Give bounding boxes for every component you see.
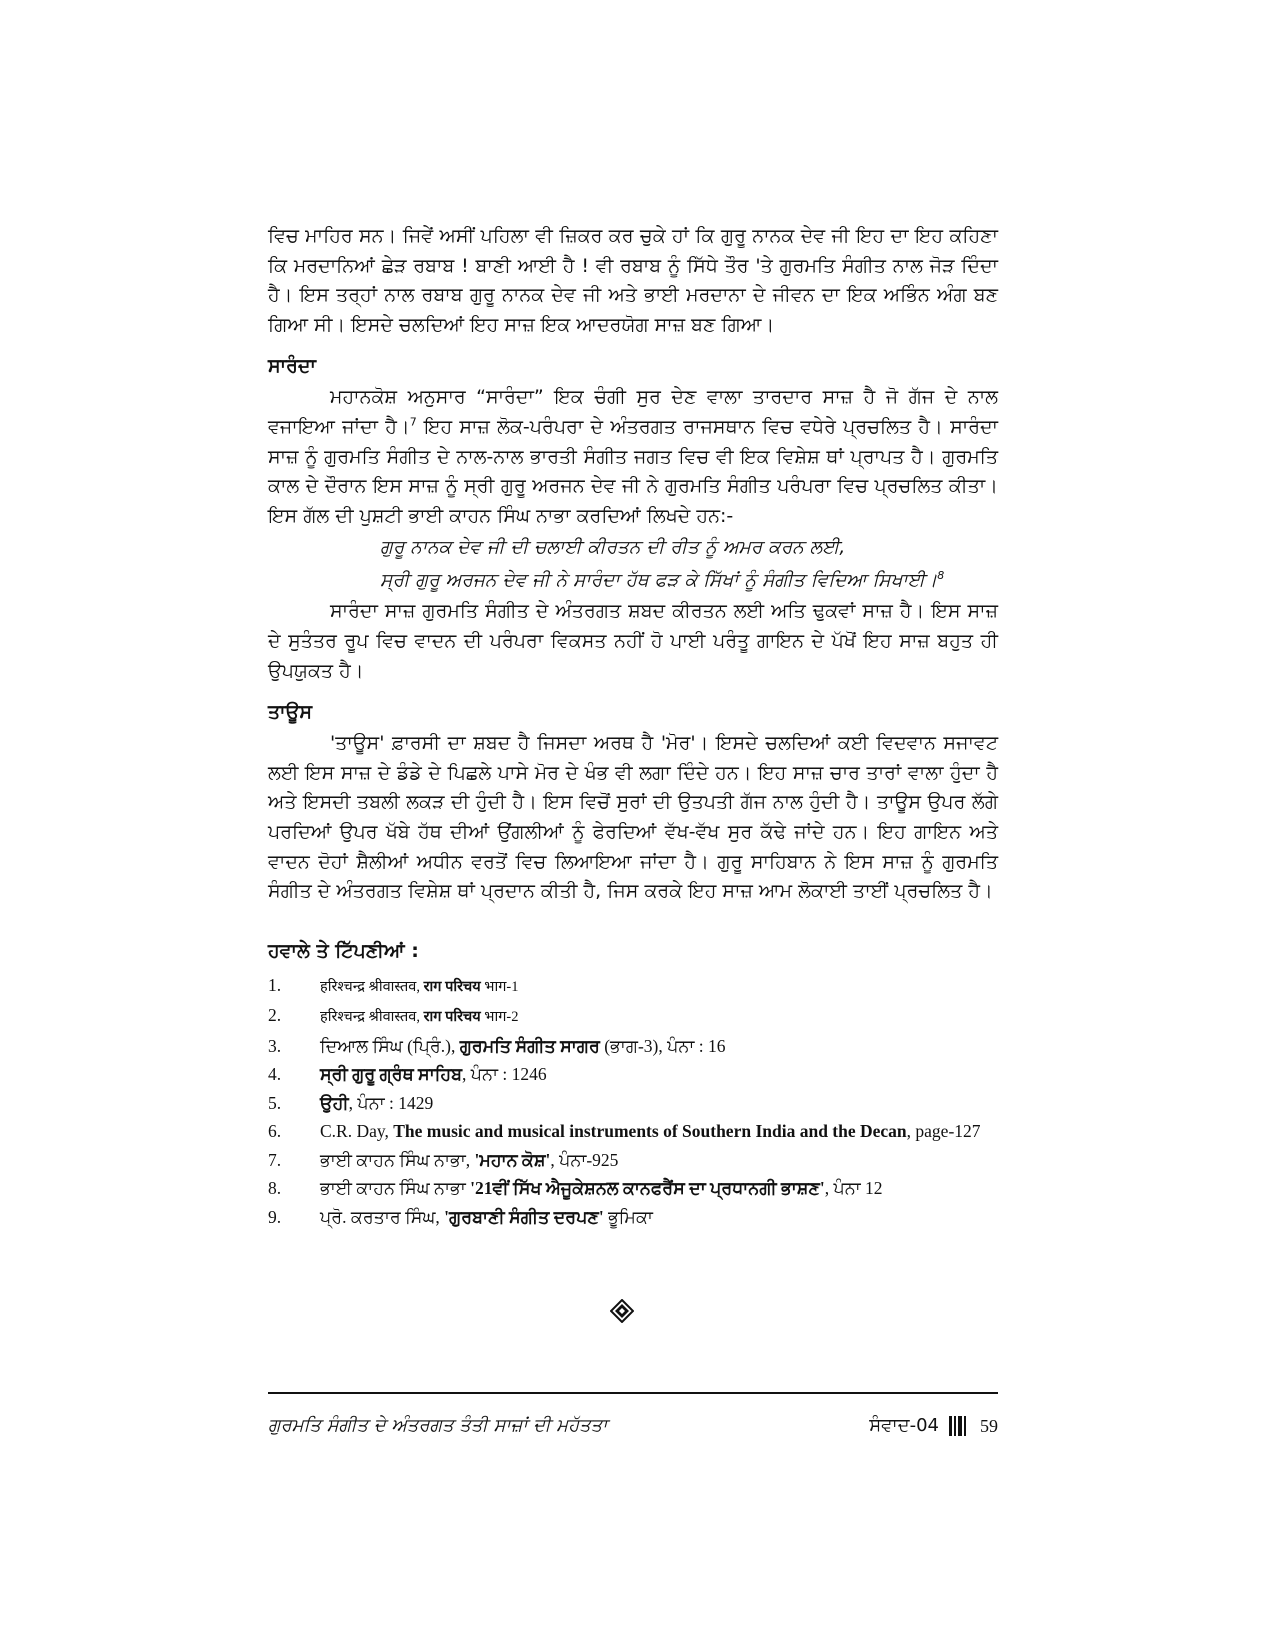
reference-number: 9. xyxy=(268,1206,282,1227)
reference-number: 1. xyxy=(268,974,282,995)
reference-item xyxy=(268,1032,998,1061)
reference-author: ਭਾਈ ਕਾਹਨ ਸਿੰਘ ਨਾਭਾ, xyxy=(320,1149,475,1170)
reference-number: 6. xyxy=(268,1121,282,1142)
reference-title: राग परिचय xyxy=(423,1009,481,1026)
paragraph-saranda-intro xyxy=(268,383,998,531)
footnote-ref-7: 7 xyxy=(409,415,417,429)
reference-title: ਉਹੀ xyxy=(320,1092,349,1113)
reference-item xyxy=(268,971,998,1002)
heading-taus: ਤਾਊਸ xyxy=(268,701,312,724)
reference-detail: , ਪੰਨਾ 12 xyxy=(824,1178,883,1199)
reference-number: 8. xyxy=(268,1178,282,1199)
paragraph-saranda-text: ਮਹਾਨਕੋਸ਼ ਅਨੁਸਾਰ “ਸਾਰੰਦਾ” ਇਕ ਚੰਗੀ ਸੁਰ ਦੇਣ ਵਾਲਾ ਤਾਰਦਾਰ ਸਾਜ਼ ਹੈ ਜੋ ਗੱਜ ਦੇ ਨਾਲ ਵਜਾਇਆ ਜਾਂਦਾ ਹੈ। xyxy=(268,386,998,438)
paragraph-saranda-usage: ਸਾਰੰਦਾ ਸਾਜ਼ ਗੁਰਮਤਿ ਸੰਗੀਤ ਦੇ ਅੰਤਰਗਤ ਸ਼ਬਦ ਕੀਰਤਨ ਲਈ ਅਤਿ ਢੁਕਵਾਂ ਸਾਜ਼ ਹੈ। ਇਸ ਸਾਜ਼ ਦੇ ਸੁਤੰਤਰ ਰੂਪ ਵਿਚ ਵਾਦਨ ਦੀ ਪਰੰਪਰਾ ਵਿਕਸਤ ਨਹੀਂ ਹੋ ਪਾਈ ਪਰੰਤੂ ਗਾਇਨ ਦੇ ਪੱਖੋਂ ਇਹ ਸਾਜ਼ ਬਹੁਤ ਹੀ ਉਪਯੁਕਤ ਹੈ। xyxy=(268,600,998,682)
reference-detail: (ਭਾਗ-3), ਪੰਨਾ : 16 xyxy=(599,1035,726,1056)
references-list xyxy=(268,971,998,1232)
reference-item xyxy=(268,1089,998,1118)
reference-title: 'ਮਹਾਨ ਕੋਸ਼' xyxy=(474,1149,551,1170)
reference-author: हरिश्चन्द्र श्रीवास्तव, xyxy=(320,978,424,995)
reference-title: ਸ੍ਰੀ ਗੁਰੂ ਗ੍ਰੰਥ ਸਾਹਿਬ xyxy=(320,1064,463,1085)
footnote-ref-8: 8 xyxy=(937,569,945,583)
reference-author: ਦਿਆਲ ਸਿੰਘ (ਪ੍ਰਿੰ.), xyxy=(320,1035,460,1056)
reference-number: 3. xyxy=(268,1035,282,1056)
footer-divider xyxy=(268,1392,998,1394)
running-footer-title: ਗੁਰਮਤਿ ਸੰਗੀਤ ਦੇ ਅੰਤਰਗਤ ਤੰਤੀ ਸਾਜ਼ਾਂ ਦੀ ਮਹੱਤਤਾ xyxy=(268,1415,608,1436)
diamond-ornament-icon xyxy=(610,1299,634,1323)
heading-saranda: ਸਾਰੰਦਾ xyxy=(268,355,316,378)
reference-title: 'ਗੁਰਬਾਣੀ ਸੰਗੀਤ ਦਰਪਣ' xyxy=(444,1206,604,1227)
reference-detail: , page-127 xyxy=(906,1121,981,1142)
reference-detail: , ਪੰਨਾ : 1246 xyxy=(462,1064,547,1085)
reference-author: ਭਾਈ ਕਾਹਨ ਸਿੰਘ ਨਾਭਾ xyxy=(320,1178,471,1199)
quotation-block xyxy=(380,531,998,597)
references-heading: ਹਵਾਲੇ ਤੇ ਟਿੱਪਣੀਆਂ : xyxy=(268,939,419,962)
reference-detail: , ਪੰਨਾ-925 xyxy=(550,1149,619,1170)
paragraph-saranda-text-rest: ਇਹ ਸਾਜ਼ ਲੋਕ-ਪਰੰਪਰਾ ਦੇ ਅੰਤਰਗਤ ਰਾਜਸਥਾਨ ਵਿਚ ਵਧੇਰੇ ਪ੍ਰਚਲਿਤ ਹੈ। ਸਾਰੰਦਾ ਸਾਜ਼ ਨੂੰ ਗੁਰਮਤਿ ਸੰਗੀਤ ਦੇ ਨਾਲ-ਨਾਲ ਭਾਰਤੀ ਸੰਗੀਤ ਜਗਤ ਵਿਚ ਵੀ ਇਕ ਵਿਸ਼ੇਸ਼ ਥਾਂ ਪ੍ਰਾਪਤ ਹੈ। ਗੁਰਮਤਿ ਕਾਲ ਦੇ ਦੌਰਾਨ ਇਸ ਸਾਜ਼ ਨੂੰ ਸ੍ਰੀ ਗੁਰੂ ਅਰਜਨ ਦੇਵ ਜੀ ਨੇ ਗੁਰਮਤਿ ਸੰਗੀਤ ਪਰੰਪਰਾ ਵਿਚ ਪ੍ਰਚਲਿਤ ਕੀਤਾ। ਇਸ ਗੱਲ ਦੀ ਪੁਸ਼ਟੀ ਭਾਈ ਕਾਹਨ ਸਿੰਘ ਨਾਭਾ ਕਰਦਿਆਂ ਲਿਖਦੇ ਹਨ:- xyxy=(268,415,998,527)
reference-item xyxy=(268,1146,998,1175)
reference-author: ਪ੍ਰੋ. ਕਰਤਾਰ ਸਿੰਘ, xyxy=(320,1206,445,1227)
reference-title: ਗੁਰਮਤਿ ਸੰਗੀਤ ਸਾਗਰ xyxy=(459,1035,600,1056)
reference-title: The music and musical instruments of Southern India and the Decan xyxy=(393,1121,907,1142)
reference-detail: भाग-1 xyxy=(480,978,519,995)
reference-author: हरिश्चन्द्र श्रीवास्तव, xyxy=(320,1009,424,1026)
reference-item xyxy=(268,1174,998,1203)
reference-detail: भाग-2 xyxy=(480,1009,519,1026)
reference-item xyxy=(268,1117,998,1146)
reference-title: '21ਵੀਂ ਸਿੱਖ ਐਜੂਕੇਸ਼ਨਲ ਕਾਨਫਰੈਂਸ ਦਾ ਪ੍ਰਧਾਨਗੀ ਭਾਸ਼ਣ' xyxy=(470,1178,825,1199)
reference-number: 2. xyxy=(268,1005,282,1026)
reference-item xyxy=(268,1203,998,1232)
reference-item xyxy=(268,1060,998,1089)
reference-number: 7. xyxy=(268,1149,282,1170)
page-content xyxy=(268,222,998,1231)
reference-number: 4. xyxy=(268,1064,282,1085)
reference-detail: , ਪੰਨਾ : 1429 xyxy=(348,1092,434,1113)
page-number: 59 xyxy=(980,1416,998,1436)
quote-line-2 xyxy=(380,564,998,597)
paragraph-rabab: ਵਿਚ ਮਾਹਿਰ ਸਨ। ਜਿਵੇਂ ਅਸੀਂ ਪਹਿਲਾ ਵੀ ਜ਼ਿਕਰ ਕਰ ਚੁਕੇ ਹਾਂ ਕਿ ਗੁਰੂ ਨਾਨਕ ਦੇਵ ਜੀ ਇਹ ਦਾ ਇਹ ਕਹਿਣਾ ਕਿ ਮਰਦਾਨਿਆਂ ਛੇੜ ਰਬਾਬ ! ਬਾਣੀ ਆਈ ਹੈ ! ਵੀ ਰਬਾਬ ਨੂੰ ਸਿੱਧੇ ਤੌਰ 'ਤੇ ਗੁਰਮਤਿ ਸੰਗੀਤ ਨਾਲ ਜੋੜ ਦਿੰਦਾ ਹੈ। ਇਸ ਤਰ੍ਹਾਂ ਨਾਲ ਰਬਾਬ ਗੁਰੂ ਨਾਨਕ ਦੇਵ ਜੀ ਅਤੇ ਭਾਈ ਮਰਦਾਨਾ ਦੇ ਜੀਵਨ ਦਾ ਇਕ ਅਭਿੰਨ ਅੰਗ ਬਣ ਗਿਆ ਸੀ। ਇਸਦੇ ਚਲਦਿਆਂ ਇਹ ਸਾਜ਼ ਇਕ ਆਦਰਯੋਗ ਸਾਜ਼ ਬਣ ਗਿਆ। xyxy=(268,225,998,336)
quote-line-1: ਗੁਰੂ ਨਾਨਕ ਦੇਵ ਜੀ ਦੀ ਚਲਾਈ ਕੀਰਤਨ ਦੀ ਰੀਤ ਨੂੰ ਅਮਰ ਕਰਨ ਲਈ, xyxy=(380,537,846,559)
reference-author: C.R. Day, xyxy=(320,1121,394,1142)
footer-page-info xyxy=(869,1414,998,1438)
quote-line-2-text: ਸ੍ਰੀ ਗੁਰੂ ਅਰਜਨ ਦੇਵ ਜੀ ਨੇ ਸਾਰੰਦਾ ਹੱਥ ਫੜ ਕੇ ਸਿੱਖਾਂ ਨੂੰ ਸੰਗੀਤ ਵਿਦਿਆ ਸਿਖਾਈ। xyxy=(380,570,938,592)
reference-title: राग परिचय xyxy=(423,978,481,995)
barcode-bars-icon xyxy=(949,1416,966,1436)
paragraph-taus: 'ਤਾਊਸ' ਫ਼ਾਰਸੀ ਦਾ ਸ਼ਬਦ ਹੈ ਜਿਸਦਾ ਅਰਥ ਹੈ 'ਮੋਰ'। ਇਸਦੇ ਚਲਦਿਆਂ ਕਈ ਵਿਦਵਾਨ ਸਜਾਵਟ ਲਈ ਇਸ ਸਾਜ਼ ਦੇ ਡੰਡੇ ਦੇ ਪਿਛਲੇ ਪਾਸੇ ਮੋਰ ਦੇ ਖੰਭ ਵੀ ਲਗਾ ਦਿੰਦੇ ਹਨ। ਇਹ ਸਾਜ਼ ਚਾਰ ਤਾਰਾਂ ਵਾਲਾ ਹੁੰਦਾ ਹੈ ਅਤੇ ਇਸਦੀ ਤਬਲੀ ਲਕੜ ਦੀ ਹੁੰਦੀ ਹੈ। ਇਸ ਵਿਚੋਂ ਸੁਰਾਂ ਦੀ ਉਤਪਤੀ ਗੱਜ ਨਾਲ ਹੁੰਦੀ ਹੈ। ਤਾਊਸ ਉਪਰ ਲੱਗੇ ਪਰਦਿਆਂ ਉਪਰ ਖੱਬੇ ਹੱਥ ਦੀਆਂ ਉਂਗਲੀਆਂ ਨੂੰ ਫੇਰਦਿਆਂ ਵੱਖ-ਵੱਖ ਸੁਰ ਕੱਢੇ ਜਾਂਦੇ ਹਨ। ਇਹ ਗਾਇਨ ਅਤੇ ਵਾਦਨ ਦੋਹਾਂ ਸ਼ੈਲੀਆਂ ਅਧੀਨ ਵਰਤੋਂ ਵਿਚ ਲਿਆਇਆ ਜਾਂਦਾ ਹੈ। ਗੁਰੂ ਸਾਹਿਬਾਨ ਨੇ ਇਸ ਸਾਜ਼ ਨੂੰ ਗੁਰਮਤਿ ਸੰਗੀਤ ਦੇ ਅੰਤਰਗਤ ਵਿਸ਼ੇਸ਼ ਥਾਂ ਪ੍ਰਦਾਨ ਕੀਤੀ ਹੈ, ਜਿਸ ਕਰਕੇ ਇਹ ਸਾਜ਼ ਆਮ ਲੋਕਾਈ ਤਾਈਂ ਪ੍ਰਚਲਿਤ ਹੈ। xyxy=(268,732,998,903)
reference-number: 5. xyxy=(268,1092,282,1113)
reference-detail: ਭੂਮਿਕਾ xyxy=(603,1206,653,1227)
issue-label: ਸੰਵਾਦ-04 xyxy=(869,1415,939,1436)
reference-item xyxy=(268,1001,998,1032)
